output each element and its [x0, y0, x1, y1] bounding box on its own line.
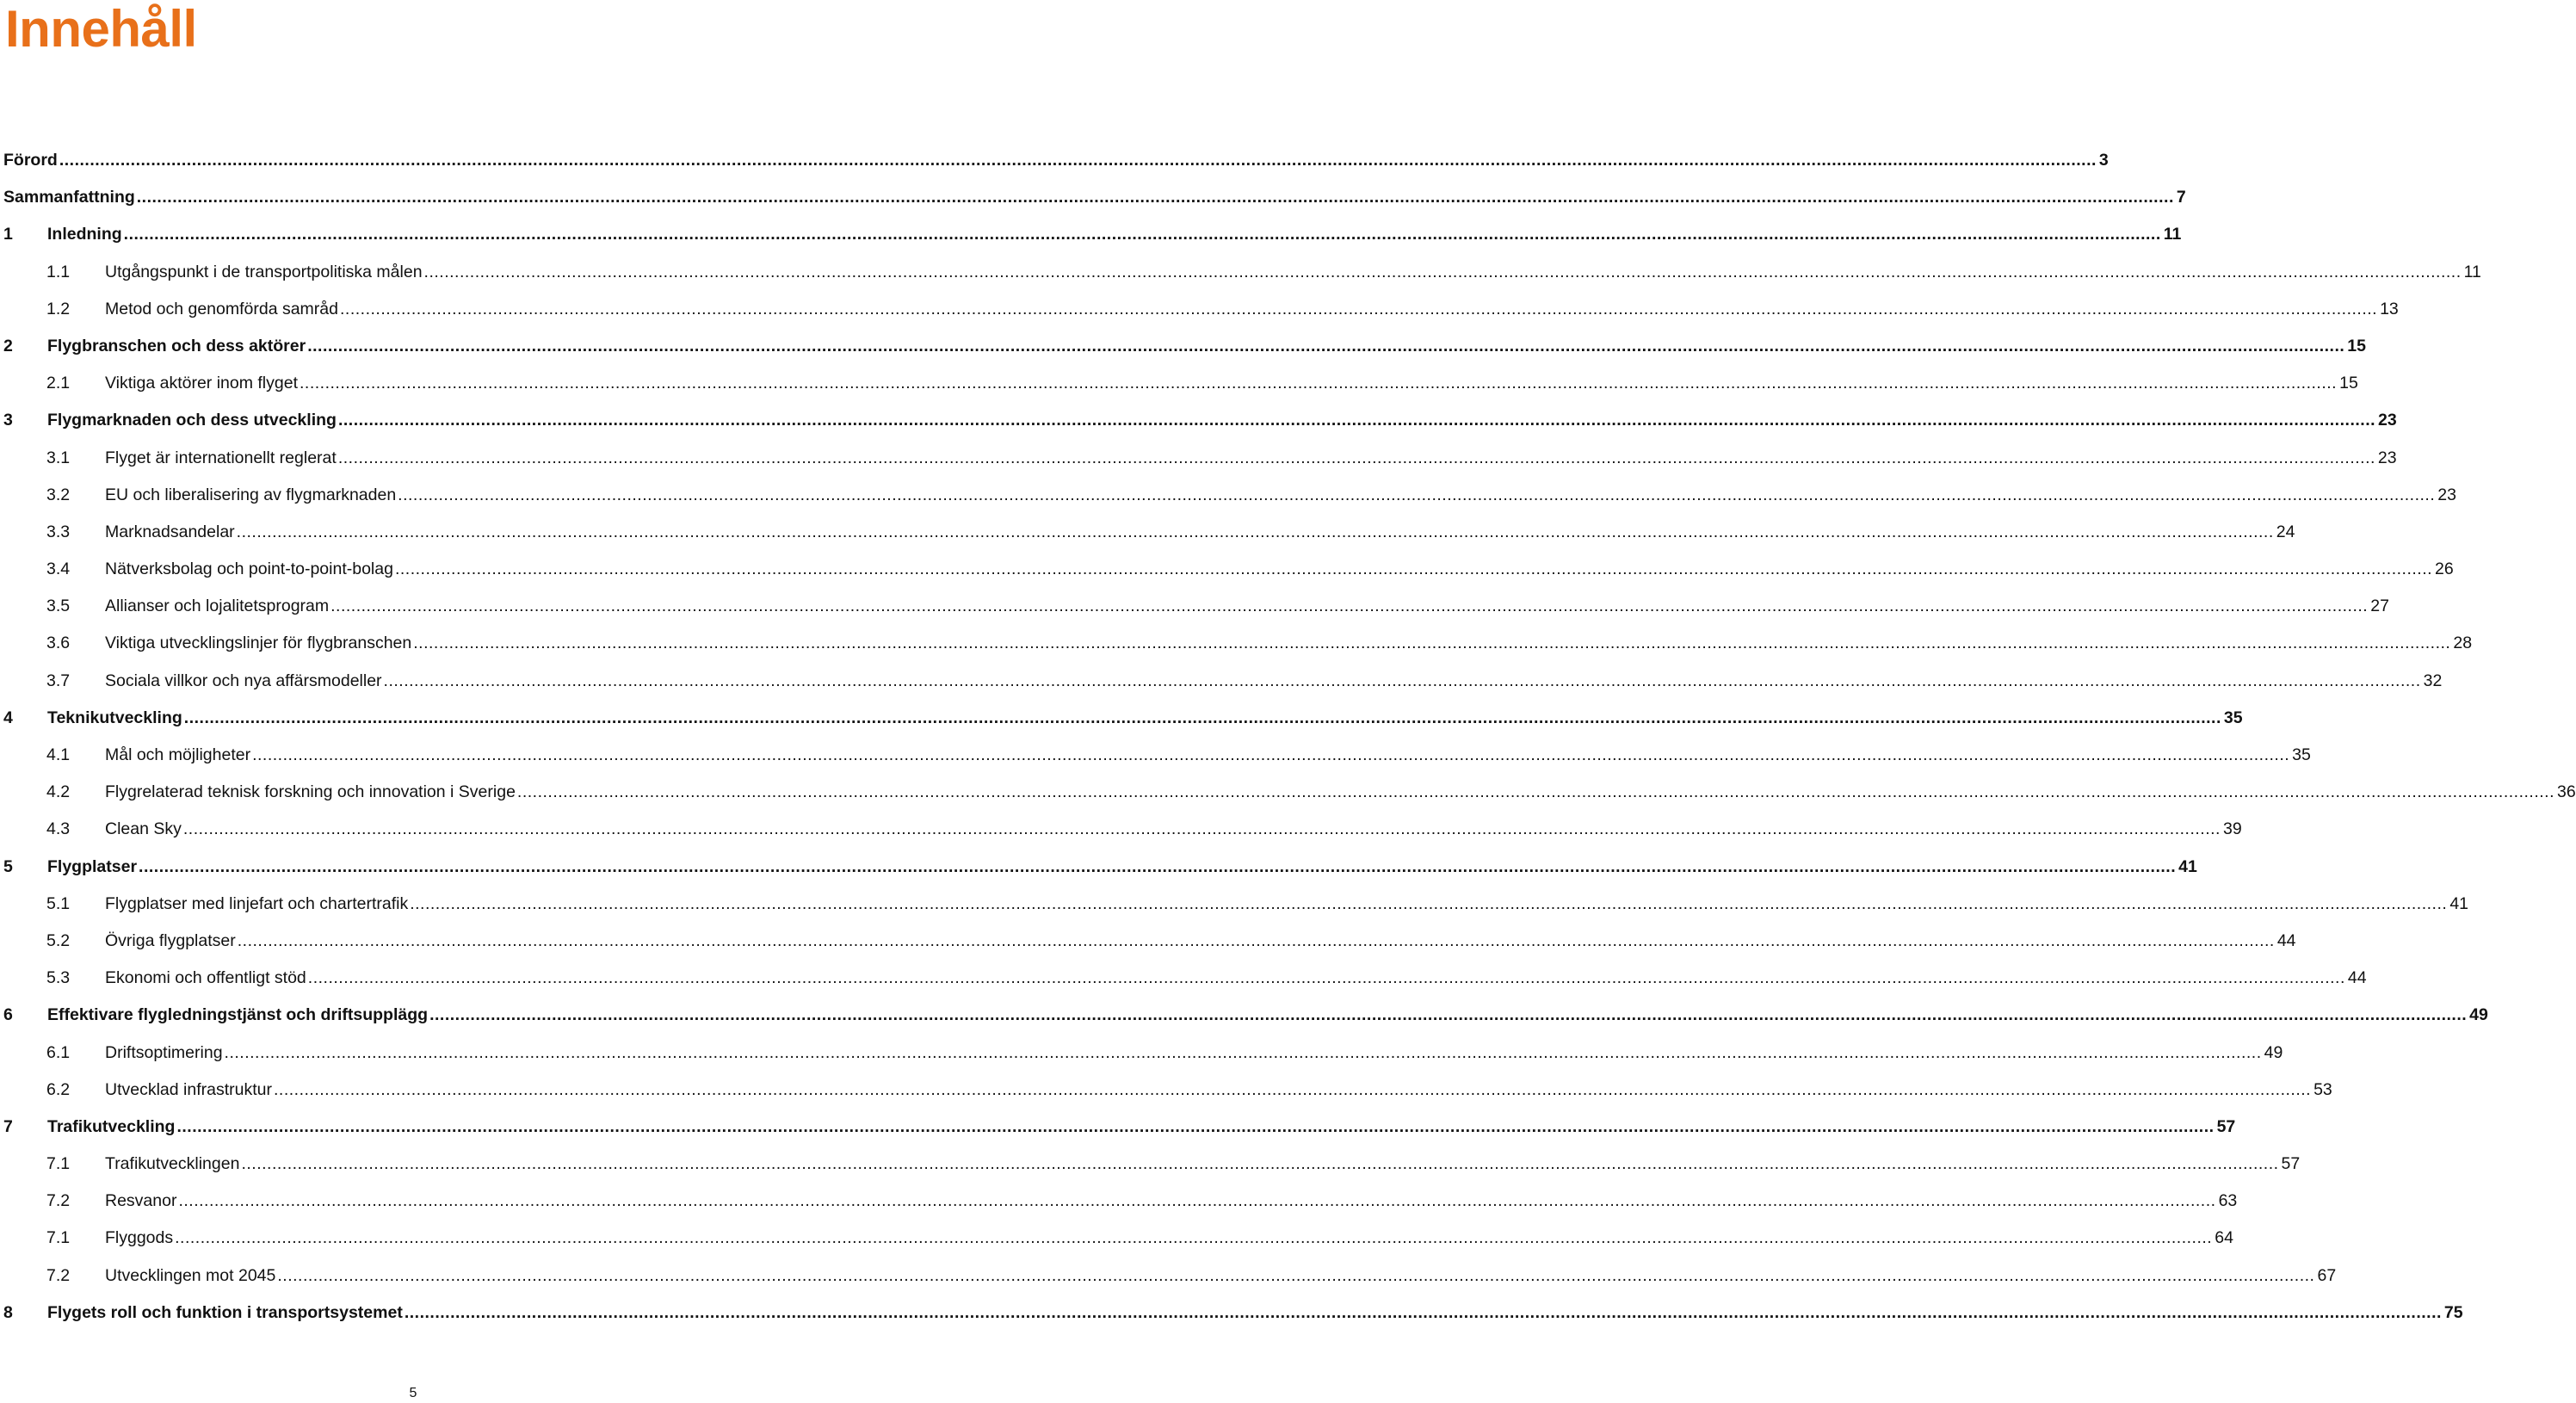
toc-entry[interactable] — [3, 849, 2197, 886]
toc-entry-number: 7.2 — [46, 1191, 71, 1211]
toc-dot-leader: ................................................................................................................................................................................................................................................................................................................................................................................................................ — [224, 1042, 2262, 1062]
toc-entry[interactable] — [3, 291, 2399, 328]
toc-entry[interactable] — [3, 551, 2454, 588]
toc-entry-number: 4.1 — [46, 745, 71, 764]
toc-entry-number: 6.2 — [46, 1079, 71, 1099]
toc-entry[interactable] — [3, 179, 2186, 216]
toc-entry-number: 3 — [3, 411, 13, 430]
toc-entry-page: 39 — [2221, 811, 2242, 848]
toc-entry-number: 5.3 — [46, 968, 71, 988]
toc-entry[interactable] — [3, 737, 2311, 774]
toc-entry-title: Flygmarknaden och dess utveckling — [47, 402, 337, 439]
toc-entry-title: Flygrelaterad teknisk forskning och innovation i Sverige — [105, 774, 516, 811]
toc-dot-leader: ................................................................................................................................................................................................................................................................................................................................................................................................................ — [176, 1116, 2215, 1136]
toc-entry[interactable] — [3, 700, 2243, 737]
toc-entry-number: 7.2 — [46, 1265, 71, 1285]
toc-entry-page: 44 — [2276, 923, 2296, 960]
toc-dot-leader: ................................................................................................................................................................................................................................................................................................................................................................................................................ — [383, 671, 2421, 690]
toc-dot-leader: ................................................................................................................................................................................................................................................................................................................................................................................................................ — [429, 1005, 2468, 1025]
toc-entry-page: 44 — [2346, 960, 2367, 997]
toc-entry[interactable] — [3, 811, 2242, 848]
toc-dot-leader: ................................................................................................................................................................................................................................................................................................................................................................................................................ — [413, 634, 2451, 653]
toc-dot-leader: ................................................................................................................................................................................................................................................................................................................................................................................................................ — [300, 374, 2338, 393]
toc-entry-title: Flygplatser — [47, 849, 138, 886]
toc-entry-title: Flyget är internationellt reglerat — [105, 440, 337, 477]
toc-entry[interactable] — [3, 1258, 2337, 1295]
toc-dot-leader: ................................................................................................................................................................................................................................................................................................................................................................................................................ — [307, 968, 2345, 988]
toc-entry-number: 2 — [3, 336, 13, 355]
toc-dot-leader: ................................................................................................................................................................................................................................................................................................................................................................................................................ — [252, 745, 2290, 764]
toc-dot-leader: ................................................................................................................................................................................................................................................................................................................................................................................................................ — [337, 411, 2376, 430]
toc-entry-page: 35 — [2290, 737, 2311, 774]
toc-entry-title: Nätverksbolag och point-to-point-bolag — [105, 551, 394, 588]
toc-entry-page: 75 — [2443, 1295, 2463, 1332]
toc-entry-number: 2.1 — [46, 374, 71, 393]
toc-entry[interactable] — [3, 328, 2366, 365]
toc-entry-number: 6 — [3, 1005, 13, 1025]
toc-entry-page: 41 — [2448, 886, 2468, 923]
toc-dot-leader: ................................................................................................................................................................................................................................................................................................................................................................................................................ — [178, 1191, 2216, 1211]
toc-entry-number: 5.2 — [46, 930, 71, 950]
toc-entry-title: Clean Sky — [105, 811, 182, 848]
toc-entry-page: 15 — [2345, 328, 2366, 365]
toc-entry-title: Marknadsandelar — [105, 514, 236, 551]
toc-entry-title: Utgångspunkt i de transportpolitiska målen — [105, 254, 423, 291]
toc-entry-page: 67 — [2315, 1258, 2336, 1295]
toc-entry-page: 15 — [2338, 365, 2358, 402]
toc-dot-leader: ................................................................................................................................................................................................................................................................................................................................................................................................................ — [398, 485, 2436, 504]
toc-entry-title: Flygets roll och funktion i transportsystemet — [47, 1295, 404, 1332]
toc-entry-number: 3.7 — [46, 671, 71, 690]
toc-entry[interactable] — [3, 477, 2456, 514]
toc-dot-leader: ................................................................................................................................................................................................................................................................................................................................................................................................................ — [394, 559, 2433, 579]
toc-entry[interactable] — [3, 997, 2488, 1034]
toc-entry-title: EU och liberalisering av flygmarknaden — [105, 477, 397, 514]
toc-entry[interactable] — [3, 1035, 2283, 1072]
toc-dot-leader: ................................................................................................................................................................................................................................................................................................................................................................................................................ — [183, 708, 2221, 727]
toc-entry-title: Viktiga utvecklingslinjer för flygbranschen — [105, 625, 412, 662]
toc-entry-page: 36 — [2555, 774, 2576, 811]
toc-entry[interactable] — [3, 663, 2443, 700]
toc-entry-title: Flyggods — [105, 1220, 174, 1257]
toc-entry-page: 23 — [2376, 402, 2397, 439]
toc-dot-leader: ................................................................................................................................................................................................................................................................................................................................................................................................................ — [236, 522, 2274, 541]
toc-dot-leader: ................................................................................................................................................................................................................................................................................................................................................................................................................ — [423, 262, 2462, 281]
toc-entry-number: 5 — [3, 856, 13, 876]
toc-entry-number: 4 — [3, 708, 13, 727]
toc-entry[interactable] — [3, 1295, 2463, 1332]
toc-dot-leader: ................................................................................................................................................................................................................................................................................................................................................................................................................ — [339, 299, 2378, 318]
toc-dot-leader: ................................................................................................................................................................................................................................................................................................................................................................................................................ — [139, 856, 2177, 876]
toc-entry-title: Sammanfattning — [3, 179, 136, 216]
toc-dot-leader: ................................................................................................................................................................................................................................................................................................................................................................................................................ — [182, 819, 2221, 839]
toc-dot-leader: ................................................................................................................................................................................................................................................................................................................................................................................................................ — [123, 225, 2161, 244]
toc-entry-number: 8 — [3, 1302, 13, 1322]
toc-dot-leader: ................................................................................................................................................................................................................................................................................................................................................................................................................ — [337, 448, 2375, 467]
toc-entry-title: Sociala villkor och nya affärsmodeller — [105, 663, 383, 700]
toc-dot-leader: ................................................................................................................................................................................................................................................................................................................................................................................................................ — [237, 930, 2275, 950]
toc-entry-page: 24 — [2275, 514, 2295, 551]
toc-entry-title: Driftsoptimering — [105, 1035, 224, 1072]
toc-entry-title: Trafikutvecklingen — [105, 1146, 240, 1183]
toc-entry-title: Effektivare flygledningstjänst och driftsupplägg — [47, 997, 429, 1034]
toc-entry-number: 3.3 — [46, 522, 71, 541]
toc-entry-number: 1 — [3, 225, 13, 244]
toc-entry-page: 26 — [2433, 551, 2454, 588]
toc-entry-title: Allianser och lojalitetsprogram — [105, 588, 330, 625]
toc-entry[interactable] — [3, 216, 2182, 253]
toc-entry-page: 64 — [2213, 1220, 2233, 1257]
toc-entry-number: 4.2 — [46, 782, 71, 802]
toc-entry-number: 7.1 — [46, 1228, 71, 1248]
toc-entry[interactable] — [3, 402, 2397, 439]
toc-entry[interactable] — [3, 886, 2469, 923]
toc-dot-leader: ................................................................................................................................................................................................................................................................................................................................................................................................................ — [59, 151, 2097, 170]
toc-entry[interactable] — [3, 960, 2367, 997]
toc-entry-number: 4.3 — [46, 819, 71, 839]
toc-entry-title: Flygplatser med linjefart och chartertrafik — [105, 886, 409, 923]
toc-entry-page: 13 — [2378, 291, 2399, 328]
toc-entry-title: Inledning — [47, 216, 123, 253]
toc-entry-page: 53 — [2312, 1072, 2332, 1109]
toc-entry-title: Viktiga aktörer inom flyget — [105, 365, 299, 402]
toc-entry[interactable] — [3, 514, 2295, 551]
toc-entry-number: 5.1 — [46, 893, 71, 913]
toc-entry-number: 1.2 — [46, 299, 71, 318]
toc-dot-leader: ................................................................................................................................................................................................................................................................................................................................................................................................................ — [330, 596, 2369, 616]
toc-entry-page: 23 — [2376, 440, 2397, 477]
toc-entry-page: 57 — [2280, 1146, 2301, 1183]
toc-entry-page: 32 — [2422, 663, 2443, 700]
toc-entry[interactable] — [3, 254, 2481, 291]
toc-entry[interactable] — [3, 774, 2576, 811]
toc-entry-page: 11 — [2162, 216, 2182, 253]
toc-entry-title: Utvecklingen mot 2045 — [105, 1258, 276, 1295]
toc-entry-page: 49 — [2263, 1035, 2283, 1072]
toc-entry-page: 23 — [2436, 477, 2456, 514]
toc-entry[interactable] — [3, 1146, 2301, 1183]
table-of-contents — [3, 142, 2576, 1332]
toc-entry-page: 3 — [2097, 142, 2109, 179]
toc-dot-leader: ................................................................................................................................................................................................................................................................................................................................................................................................................ — [404, 1302, 2442, 1322]
toc-entry[interactable] — [3, 625, 2473, 662]
toc-entry-title: Flygbranschen och dess aktörer — [47, 328, 306, 365]
toc-entry-number: 6.1 — [46, 1042, 71, 1062]
toc-dot-leader: ................................................................................................................................................................................................................................................................................................................................................................................................................ — [410, 893, 2448, 913]
toc-entry-number: 3.6 — [46, 634, 71, 653]
toc-entry-title: Förord — [3, 142, 59, 179]
toc-entry-number: 3.2 — [46, 485, 71, 504]
toc-entry[interactable] — [3, 365, 2358, 402]
toc-dot-leader: ................................................................................................................................................................................................................................................................................................................................................................................................................ — [307, 336, 2345, 355]
toc-entry-title: Teknikutveckling — [47, 700, 183, 737]
toc-entry-page: 57 — [2215, 1109, 2236, 1146]
toc-entry[interactable] — [3, 142, 2109, 179]
toc-entry[interactable] — [3, 440, 2397, 477]
toc-entry-title: Trafikutveckling — [47, 1109, 176, 1146]
toc-entry[interactable] — [3, 588, 2389, 625]
toc-entry[interactable] — [3, 1220, 2233, 1257]
toc-entry[interactable] — [3, 1109, 2236, 1146]
toc-entry-page: 49 — [2468, 997, 2488, 1034]
toc-entry[interactable] — [3, 1072, 2332, 1109]
toc-entry-title: Resvanor — [105, 1183, 177, 1220]
toc-entry[interactable] — [3, 923, 2296, 960]
toc-entry-number: 3.1 — [46, 448, 71, 467]
toc-dot-leader: ................................................................................................................................................................................................................................................................................................................................................................................................................ — [175, 1228, 2213, 1248]
toc-entry[interactable] — [3, 1183, 2238, 1220]
toc-dot-leader: ................................................................................................................................................................................................................................................................................................................................................................................................................ — [277, 1265, 2315, 1285]
toc-entry-title: Mål och möjligheter — [105, 737, 251, 774]
toc-entry-number: 7 — [3, 1116, 13, 1136]
toc-dot-leader: ................................................................................................................................................................................................................................................................................................................................................................................................................ — [241, 1154, 2279, 1174]
toc-entry-page: 7 — [2175, 179, 2186, 216]
toc-entry-page: 28 — [2451, 625, 2472, 662]
toc-entry-page: 63 — [2217, 1183, 2238, 1220]
toc-dot-leader: ................................................................................................................................................................................................................................................................................................................................................................................................................ — [273, 1079, 2312, 1099]
toc-entry-page: 41 — [2177, 849, 2197, 886]
toc-entry-title: Övriga flygplatser — [105, 923, 237, 960]
toc-entry-title: Metod och genomförda samråd — [105, 291, 339, 328]
toc-entry-title: Ekonomi och offentligt stöd — [105, 960, 307, 997]
toc-entry-page: 11 — [2462, 254, 2481, 291]
toc-entry-number: 1.1 — [46, 262, 71, 281]
toc-entry-number: 3.5 — [46, 596, 71, 616]
page-number: 5 — [409, 1386, 417, 1400]
toc-dot-leader: ................................................................................................................................................................................................................................................................................................................................................................................................................ — [136, 188, 2174, 207]
toc-entry-title: Utvecklad infrastruktur — [105, 1072, 273, 1109]
toc-entry-number: 7.1 — [46, 1154, 71, 1174]
toc-entry-page: 35 — [2222, 700, 2243, 737]
page-title: Innehåll — [5, 0, 197, 58]
toc-entry-number: 3.4 — [46, 559, 71, 579]
toc-entry-page: 27 — [2369, 588, 2389, 625]
toc-dot-leader: ................................................................................................................................................................................................................................................................................................................................................................................................................ — [516, 782, 2555, 802]
